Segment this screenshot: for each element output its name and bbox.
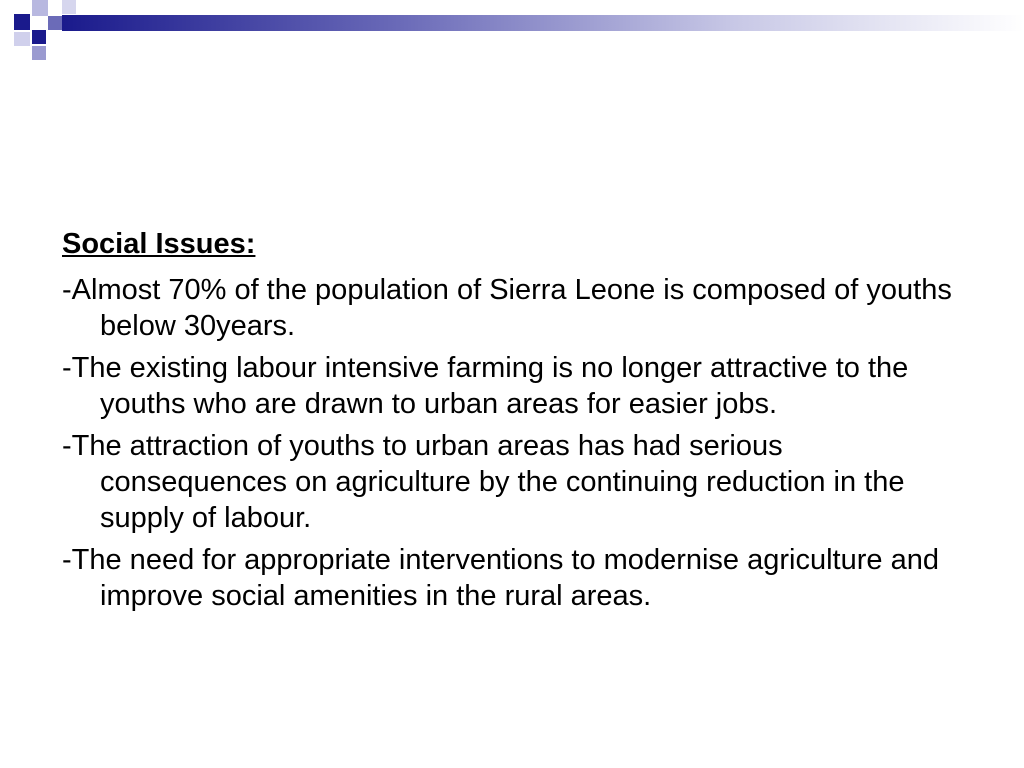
decorative-square [48,16,62,30]
slide-body [62,226,972,620]
paragraph: -The existing labour intensive farming is no longer attractive to the youths who are drawn to urban areas for easier jobs. [62,352,909,420]
header-gradient-bar [62,15,1024,31]
paragraph: -Almost 70% of the population of Sierra Leone is composed of youths below 30years. [62,274,952,342]
decorative-square [32,0,48,16]
section-heading: Social Issues: [62,228,256,260]
decorative-square [32,30,46,44]
paragraph: -The attraction of youths to urban areas has had serious consequences on agriculture by the continuing reduction in the supply of labour. [62,430,905,534]
decorative-square [62,0,76,14]
decorative-square [14,14,30,30]
paragraph: -The need for appropriate interventions to modernise agriculture and improve social amenities in the rural areas. [62,544,939,612]
decorative-square [32,46,46,60]
decorative-square [14,32,30,46]
